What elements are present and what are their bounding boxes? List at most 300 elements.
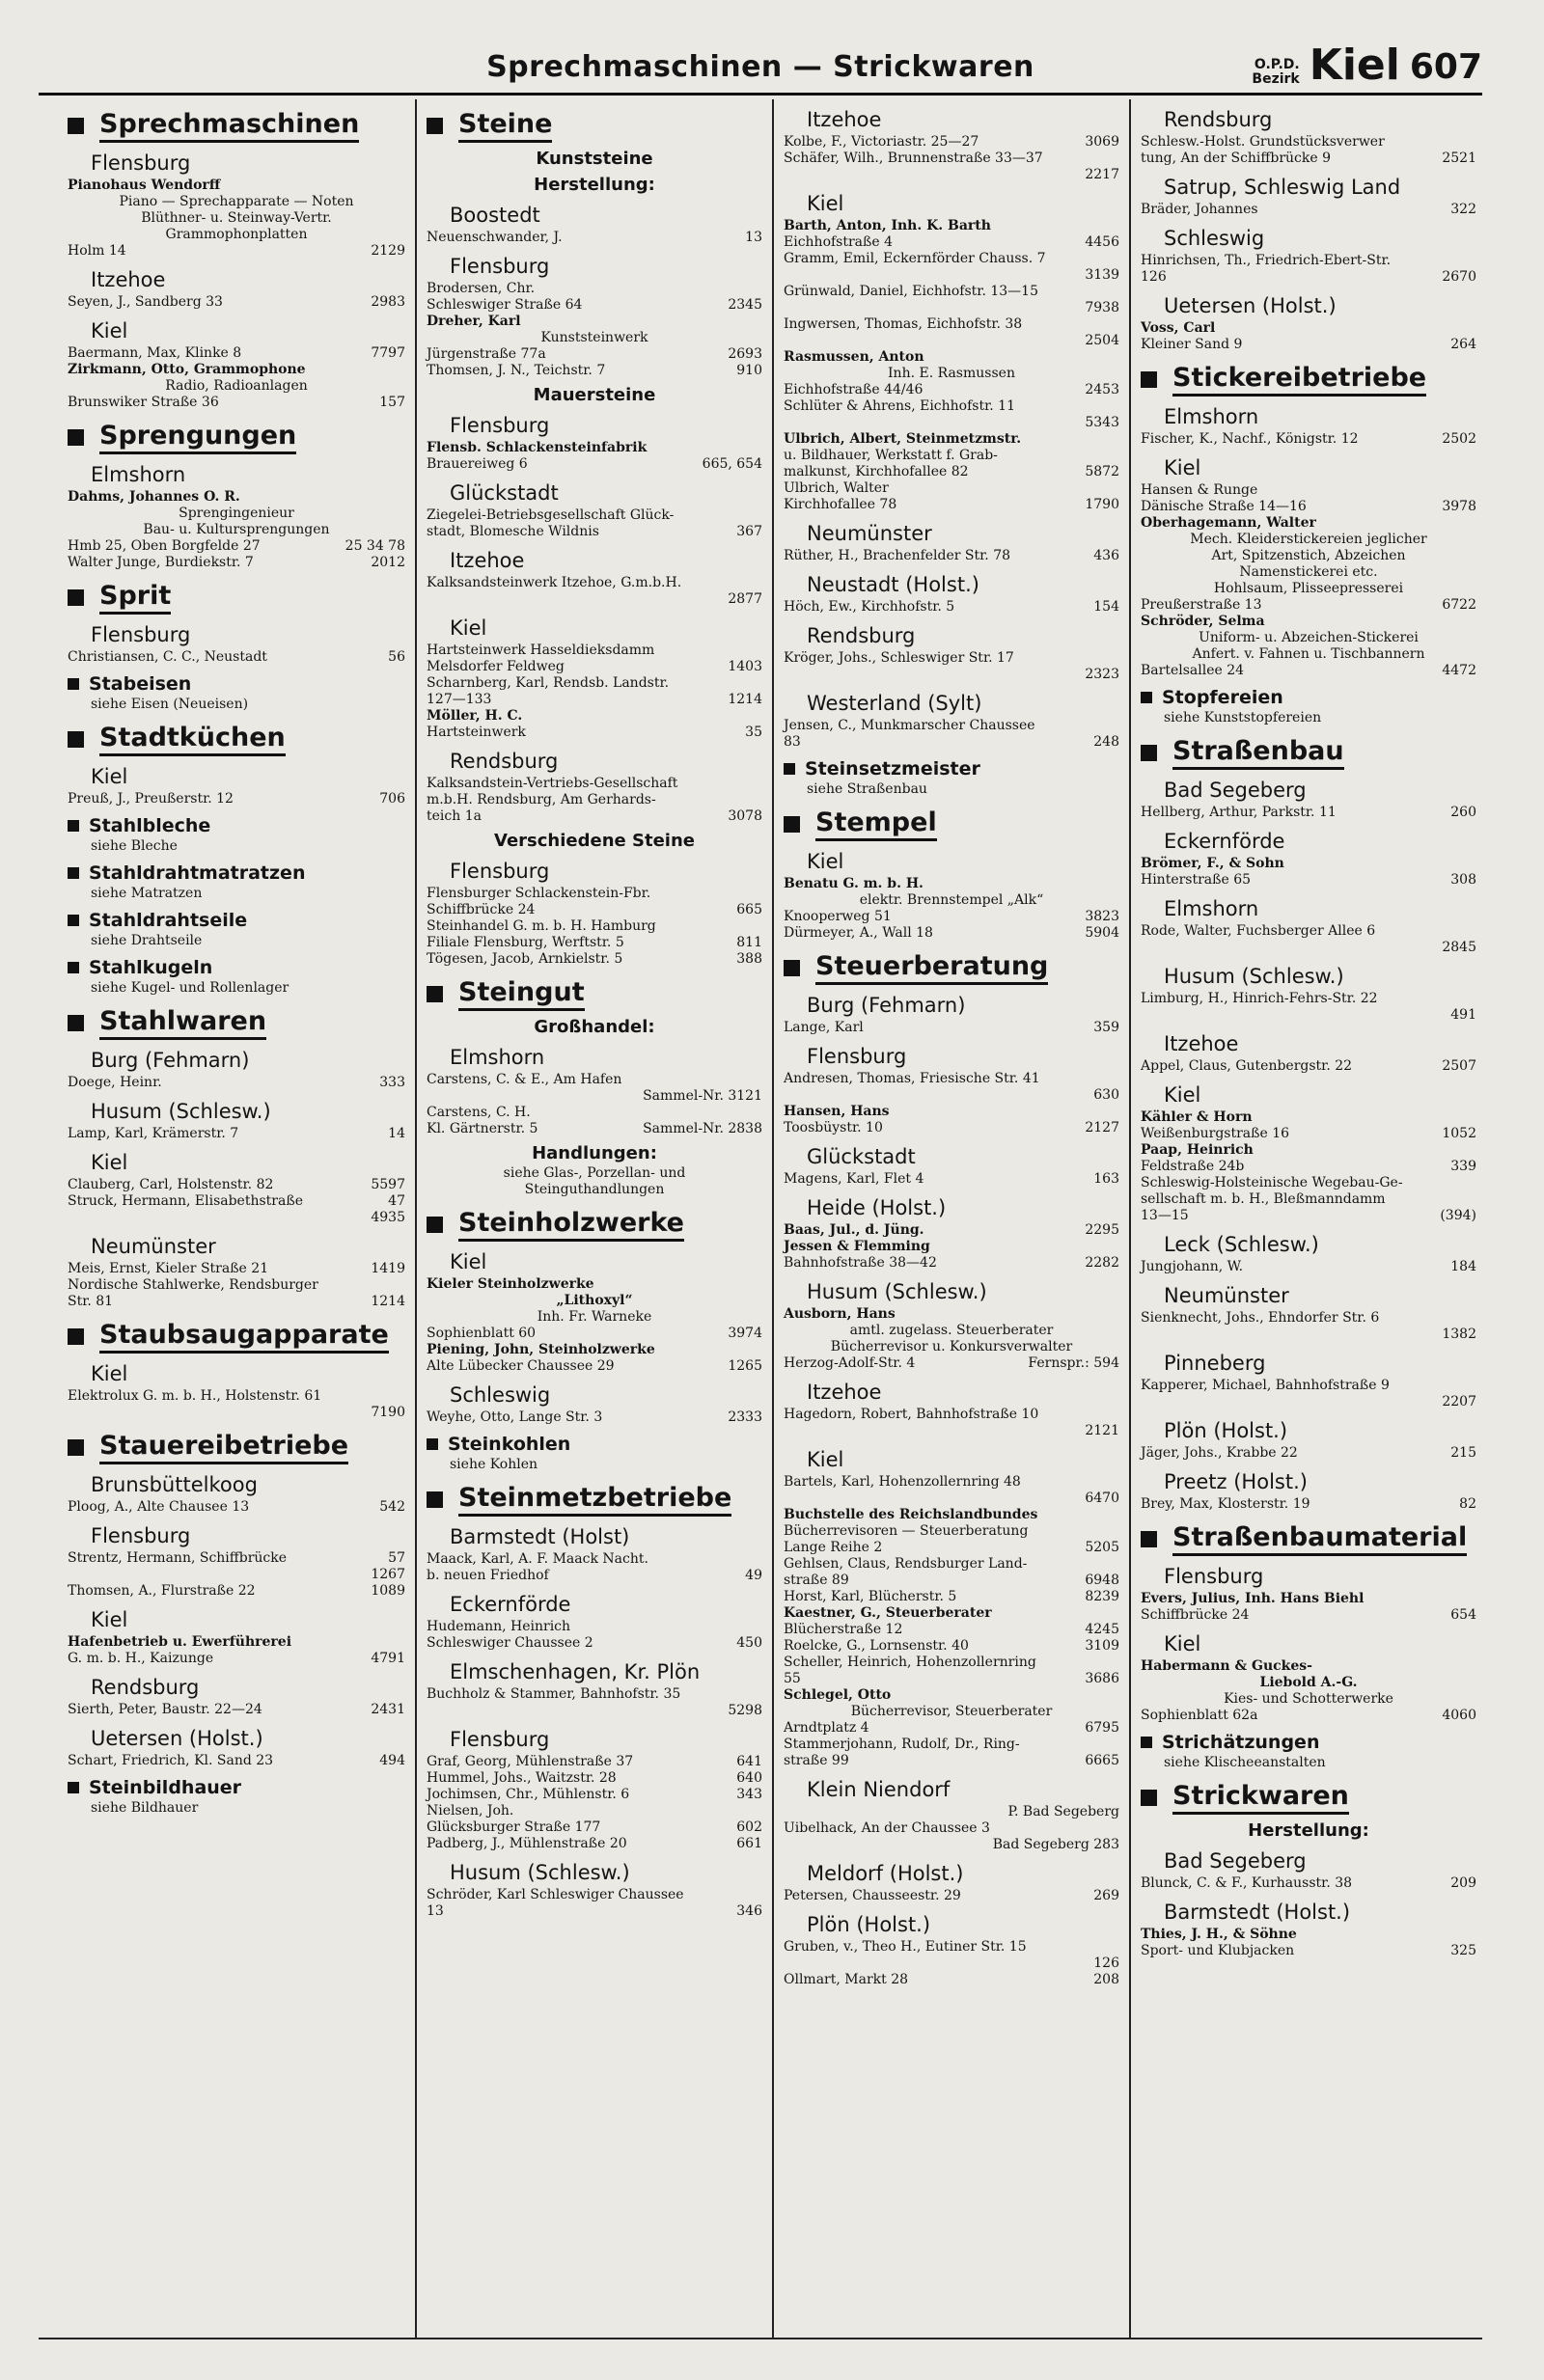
entry-detail: Uniform- u. Abzeichen-Stickerei bbox=[1199, 630, 1419, 645]
entry-text: Jürgenstraße 77a bbox=[427, 346, 546, 362]
subsection-heading bbox=[68, 862, 405, 884]
entry-text: Stammerjohann, Rudolf, Dr., Ring- bbox=[784, 1737, 1020, 1752]
listing-entry bbox=[68, 489, 405, 506]
listing-entry bbox=[784, 1589, 1119, 1605]
section-title: Straßenbaumaterial bbox=[1172, 1522, 1467, 1556]
entry-detail: Kies- und Schotterwerke bbox=[1224, 1691, 1393, 1707]
phone-number: 346 bbox=[736, 1903, 762, 1919]
phone-number: 2282 bbox=[1085, 1255, 1119, 1271]
entry-text: Schröder, Selma bbox=[1141, 614, 1265, 629]
entry-text: Struck, Hermann, Elisabethstraße bbox=[68, 1193, 303, 1209]
listing-entry bbox=[427, 792, 762, 808]
entry-text: Zirkmann, Otto, Grammophone bbox=[68, 362, 306, 377]
city-heading: Burg (Fehmarn) bbox=[807, 994, 966, 1017]
listing-entry bbox=[68, 1583, 405, 1600]
entry-detail: Steinguthandlungen bbox=[524, 1182, 665, 1197]
subsection-heading bbox=[68, 957, 405, 978]
listing-entry bbox=[1141, 320, 1476, 337]
phone-number: 333 bbox=[379, 1075, 405, 1090]
subsection-heading bbox=[1141, 687, 1476, 708]
section-bullet-icon bbox=[427, 118, 443, 134]
listing-entry bbox=[427, 230, 762, 246]
entry-text: Nordische Stahlwerke, Rendsburger bbox=[68, 1277, 318, 1293]
listing-entry bbox=[1141, 1927, 1476, 1943]
phone-number: 3069 bbox=[1085, 134, 1119, 150]
listing-entry bbox=[784, 1407, 1119, 1423]
listing-entry bbox=[784, 718, 1119, 734]
entry-text: Thies, J. H., & Söhne bbox=[1141, 1927, 1297, 1942]
phone-number: 13 bbox=[745, 230, 762, 245]
phone-number: 665, 654 bbox=[702, 456, 762, 472]
city-heading: Barmstedt (Holst) bbox=[450, 1525, 630, 1548]
phone-number: 910 bbox=[736, 363, 762, 378]
entry-detail: „Lithoxyl“ bbox=[556, 1293, 633, 1308]
entry-text: Hartsteinwerk bbox=[427, 725, 526, 740]
entry-text: Weyhe, Otto, Lange Str. 3 bbox=[427, 1409, 603, 1425]
subsection-title: Steinbildhauer bbox=[89, 1777, 242, 1798]
phone-number: 5343 bbox=[1085, 415, 1119, 430]
listing-entry bbox=[784, 1222, 1119, 1239]
city-heading: Leck (Schlesw.) bbox=[1164, 1233, 1319, 1256]
city-heading: Flensburg bbox=[450, 255, 550, 278]
phone-number: 2845 bbox=[1442, 940, 1476, 955]
listing-entry bbox=[427, 675, 762, 692]
entry-text: Ingwersen, Thomas, Eichhofstr. 38 bbox=[784, 316, 1023, 332]
entry-text: stadt, Blomesche Wildnis bbox=[427, 524, 599, 539]
listing-entry bbox=[784, 1120, 1119, 1136]
section-heading bbox=[68, 581, 405, 615]
entry-text: Hagedorn, Robert, Bahnhofstraße 10 bbox=[784, 1407, 1039, 1422]
city-heading: Plön (Holst.) bbox=[807, 1913, 931, 1936]
listing-entry bbox=[1141, 1658, 1476, 1675]
listing-entry bbox=[784, 251, 1119, 267]
listing-entry bbox=[1141, 923, 1476, 940]
entry-text: Jensen, C., Munkmarscher Chaussee bbox=[784, 718, 1035, 733]
listing-entry bbox=[784, 134, 1119, 150]
entry-detail: Liebold A.-G. bbox=[1259, 1675, 1358, 1690]
entry-text: Flensb. Schlackensteinfabrik bbox=[427, 440, 648, 455]
city-heading: Itzehoe bbox=[450, 549, 525, 572]
phone-number: 665 bbox=[736, 902, 762, 917]
listing-entry bbox=[68, 294, 405, 311]
entry-text: Graf, Georg, Mühlenstraße 37 bbox=[427, 1754, 634, 1769]
listing-entry bbox=[427, 524, 762, 540]
listing-entry bbox=[784, 1753, 1119, 1769]
phone-number: 2127 bbox=[1085, 1120, 1119, 1135]
entry-text: straße 89 bbox=[784, 1573, 849, 1588]
listing-entry bbox=[427, 1836, 762, 1852]
listing-entry bbox=[1141, 337, 1476, 353]
listing-entry bbox=[68, 1388, 405, 1405]
entry-text: sellschaft m. b. H., Bleßmanndamm bbox=[1141, 1191, 1386, 1207]
phone-number: 654 bbox=[1450, 1607, 1476, 1623]
listing-entry bbox=[1141, 856, 1476, 872]
phone-number: 3823 bbox=[1085, 909, 1119, 924]
phone-number: 2431 bbox=[371, 1702, 405, 1717]
section-title: Stickereibetriebe bbox=[1172, 363, 1426, 397]
entry-text: Steinhandel G. m. b. H. Hamburg bbox=[427, 918, 656, 934]
phone-number: 47 bbox=[388, 1193, 405, 1209]
district-label bbox=[1252, 58, 1299, 87]
entry-text: Hafenbetrieb u. Ewerführerei bbox=[68, 1634, 292, 1650]
entry-text: Preuß, J., Preußerstr. 12 bbox=[68, 791, 234, 807]
city-heading: Uetersen (Holst.) bbox=[91, 1727, 263, 1750]
listing-entry bbox=[1141, 150, 1476, 167]
city-heading: Rendsburg bbox=[91, 1676, 200, 1699]
phone-number: 126 bbox=[1093, 1956, 1119, 1971]
city-heading: Rendsburg bbox=[1164, 108, 1273, 131]
listing-entry bbox=[784, 1523, 1119, 1540]
phone-number: 3139 bbox=[1085, 267, 1119, 283]
listing-entry bbox=[427, 1635, 762, 1652]
phone-number: 2295 bbox=[1085, 1222, 1119, 1238]
entry-text: Tögesen, Jacob, Arnkielstr. 5 bbox=[427, 951, 623, 967]
phone-number: 4935 bbox=[371, 1210, 405, 1225]
entry-text: Kalksandstein-Vertriebs-Gesellschaft bbox=[427, 776, 678, 791]
listing-entry bbox=[784, 1255, 1119, 1272]
section-bullet-icon bbox=[1141, 1737, 1152, 1748]
phone-number: 494 bbox=[379, 1753, 405, 1768]
entry-text: Hansen & Runge bbox=[1141, 482, 1258, 498]
listing-entry bbox=[784, 599, 1119, 616]
listing-entry bbox=[784, 1720, 1119, 1737]
section-bullet-icon bbox=[1141, 692, 1152, 703]
phone-number: 602 bbox=[736, 1819, 762, 1835]
phone-number: 7938 bbox=[1085, 300, 1119, 315]
entry-text: 83 bbox=[784, 734, 801, 750]
city-heading: Elmshorn bbox=[1164, 405, 1259, 428]
listing-entry bbox=[784, 1939, 1119, 1956]
entry-text: Padberg, J., Mühlenstraße 20 bbox=[427, 1836, 627, 1851]
city-heading: Itzehoe bbox=[807, 1381, 882, 1404]
phone-number: 248 bbox=[1093, 734, 1119, 750]
entry-text: Herzog-Adolf-Str. 4 bbox=[784, 1355, 916, 1371]
entry-text: Lamp, Karl, Krämerstr. 7 bbox=[68, 1126, 239, 1141]
listing-entry bbox=[784, 925, 1119, 942]
phone-number: 209 bbox=[1450, 1875, 1476, 1891]
section-heading bbox=[1141, 1781, 1476, 1815]
city-heading: Schleswig bbox=[450, 1383, 551, 1407]
entry-text: Bräder, Johannes bbox=[1141, 202, 1258, 217]
header-rule bbox=[39, 93, 1482, 96]
section-bullet-icon bbox=[68, 915, 79, 926]
listing-entry bbox=[68, 791, 405, 807]
section-title: Sprengungen bbox=[99, 421, 296, 454]
cross-reference: siehe Eisen (Neueisen) bbox=[91, 697, 249, 712]
entry-text: Preußerstraße 13 bbox=[1141, 597, 1262, 613]
section-heading bbox=[784, 951, 1119, 985]
listing-entry bbox=[784, 218, 1119, 234]
listing-entry bbox=[427, 363, 762, 379]
subsection-heading bbox=[68, 910, 405, 931]
section-heading bbox=[427, 1483, 762, 1517]
entry-text: Feldstraße 24b bbox=[1141, 1159, 1245, 1174]
listing-entry bbox=[1141, 1943, 1476, 1959]
subsection-title: Stahldrahtmatratzen bbox=[89, 862, 306, 884]
listing-entry bbox=[427, 1088, 762, 1105]
listing-entry bbox=[427, 1568, 762, 1584]
entry-detail: Blüthner- u. Steinway-Vertr. bbox=[141, 210, 332, 226]
listing-entry bbox=[1141, 1445, 1476, 1462]
city-heading: Husum (Schlesw.) bbox=[1164, 965, 1344, 988]
listing-entry bbox=[68, 1177, 405, 1193]
section-heading bbox=[68, 109, 405, 143]
city-heading: Kiel bbox=[807, 192, 844, 215]
phone-number: 7190 bbox=[371, 1405, 405, 1420]
listing-entry bbox=[1141, 1875, 1476, 1892]
section-title: Straßenbau bbox=[1172, 736, 1344, 770]
listing-entry bbox=[68, 345, 405, 362]
phone-number: 3109 bbox=[1085, 1638, 1119, 1654]
city-heading: Flensburg bbox=[1164, 1565, 1264, 1588]
listing-entry bbox=[427, 346, 762, 363]
listing-entry bbox=[1141, 1058, 1476, 1075]
entry-text: Blücherstraße 12 bbox=[784, 1622, 903, 1637]
listing-entry bbox=[427, 1903, 762, 1920]
phone-number: 308 bbox=[1450, 872, 1476, 888]
listing-entry bbox=[427, 708, 762, 725]
listing-entry bbox=[68, 1193, 405, 1210]
entry-text: Blunck, C. & F., Kurhausstr. 38 bbox=[1141, 1875, 1353, 1891]
phone-number: 3686 bbox=[1085, 1671, 1119, 1686]
entry-text: Schäfer, Wilh., Brunnenstraße 33—37 bbox=[784, 150, 1043, 166]
phone-number: 1382 bbox=[1442, 1327, 1476, 1342]
entry-text: Thomsen, A., Flurstraße 22 bbox=[68, 1583, 256, 1599]
listing-entry bbox=[1141, 202, 1476, 218]
section-bullet-icon bbox=[68, 731, 84, 748]
listing-entry bbox=[784, 1737, 1119, 1753]
listing-entry bbox=[784, 650, 1119, 667]
section-heading bbox=[1141, 363, 1476, 397]
listing-entry bbox=[68, 1277, 405, 1294]
city-heading: Itzehoe bbox=[807, 108, 882, 131]
listing-entry bbox=[427, 1887, 762, 1903]
phone-number: 1267 bbox=[371, 1567, 405, 1582]
city-heading: Eckernförde bbox=[1164, 830, 1285, 853]
column-1 bbox=[58, 99, 415, 2338]
entry-text: Evers, Julius, Inh. Hans Biehl bbox=[1141, 1591, 1365, 1606]
section-bullet-icon bbox=[427, 986, 443, 1002]
listing-entry bbox=[1141, 1208, 1476, 1224]
phone-number: 2333 bbox=[728, 1409, 762, 1425]
entry-detail: Radio, Radioanlagen bbox=[165, 378, 308, 394]
entry-text: Schlesw.-Holst. Grundstücksverwer bbox=[1141, 134, 1385, 150]
listing-entry bbox=[784, 1306, 1119, 1323]
phone-number: 163 bbox=[1093, 1171, 1119, 1187]
entry-text: Kaestner, G., Steuerberater bbox=[784, 1605, 992, 1621]
entry-text: Sophienblatt 60 bbox=[427, 1326, 537, 1341]
listing-entry bbox=[1141, 663, 1476, 679]
city-heading: Westerland (Sylt) bbox=[807, 692, 982, 715]
listing-entry bbox=[784, 1622, 1119, 1638]
listing-entry bbox=[1141, 872, 1476, 889]
city-heading: Neumünster bbox=[807, 522, 932, 545]
listing-entry bbox=[427, 1072, 762, 1088]
entry-text: Kieler Steinholzwerke bbox=[427, 1276, 594, 1292]
section-bullet-icon bbox=[68, 820, 79, 832]
entry-text: Bartels, Karl, Hohenzollernring 48 bbox=[784, 1474, 1021, 1490]
listing-entry bbox=[427, 1105, 762, 1121]
entry-text: Jungjohann, W. bbox=[1141, 1259, 1244, 1274]
phone-number: 56 bbox=[388, 649, 405, 665]
listing-entry bbox=[784, 1573, 1119, 1589]
entry-text: Pianohaus Wendorff bbox=[68, 178, 221, 193]
phone-number: 3978 bbox=[1442, 499, 1476, 514]
entry-text: 13 bbox=[427, 1903, 444, 1919]
phone-number: 4060 bbox=[1442, 1708, 1476, 1723]
entry-text: 126 bbox=[1141, 269, 1167, 285]
listing-entry bbox=[784, 1020, 1119, 1036]
section-heading bbox=[1141, 736, 1476, 770]
listing-entry bbox=[1141, 431, 1476, 448]
phone-number: Bad Segeberg 283 bbox=[992, 1837, 1119, 1852]
entry-text: Kalksandsteinwerk Itzehoe, G.m.b.H. bbox=[427, 575, 682, 590]
entry-text: Höch, Ew., Kirchhofstr. 5 bbox=[784, 599, 955, 615]
phone-number: 154 bbox=[1093, 599, 1119, 615]
entry-detail: Piano — Sprechapparate — Noten bbox=[119, 194, 354, 209]
entry-text: 127—133 bbox=[427, 692, 492, 707]
city-heading: Kiel bbox=[1164, 1632, 1201, 1655]
page-number: 607 bbox=[1409, 47, 1482, 87]
entry-text: Gruben, v., Theo H., Eutiner Str. 15 bbox=[784, 1939, 1027, 1955]
section-title: Stahlwaren bbox=[99, 1006, 266, 1040]
phone-number: 450 bbox=[736, 1635, 762, 1651]
listing-entry bbox=[784, 548, 1119, 564]
section-bullet-icon bbox=[68, 678, 79, 690]
city-heading: Glückstadt bbox=[807, 1145, 916, 1168]
listing-entry bbox=[427, 1326, 762, 1342]
phone-number: 630 bbox=[1093, 1087, 1119, 1103]
subsection-heading bbox=[1141, 1732, 1476, 1753]
phone-number: 367 bbox=[736, 524, 762, 539]
entry-text: Baas, Jul., d. Jüng. bbox=[784, 1222, 924, 1238]
listing-entry bbox=[784, 1638, 1119, 1655]
phone-number: 269 bbox=[1093, 1888, 1119, 1903]
city-heading: Bad Segeberg bbox=[1164, 1849, 1307, 1873]
phone-number: 2345 bbox=[728, 297, 762, 313]
entry-text: Schlegel, Otto bbox=[784, 1687, 892, 1703]
city-heading: Flensburg bbox=[91, 1524, 191, 1547]
entry-text: Dreher, Karl bbox=[427, 314, 521, 329]
entry-detail: Bücherrevisor u. Konkursverwalter bbox=[830, 1339, 1073, 1354]
section-heading bbox=[68, 421, 405, 454]
entry-detail: Art, Spitzenstich, Abzeichen bbox=[1211, 548, 1406, 563]
entry-text: Glücksburger Straße 177 bbox=[427, 1819, 601, 1835]
section-bullet-icon bbox=[68, 118, 84, 134]
listing-entry bbox=[427, 918, 762, 935]
listing-entry bbox=[1141, 1708, 1476, 1724]
entry-text: Paap, Heinrich bbox=[1141, 1142, 1254, 1158]
city-heading: Satrup, Schleswig Land bbox=[1164, 176, 1401, 199]
listing-entry bbox=[68, 1294, 405, 1310]
listing-entry bbox=[68, 555, 405, 571]
listing-entry bbox=[427, 1686, 762, 1703]
listing-entry bbox=[784, 1239, 1119, 1255]
entry-text: Brömer, F., & Sohn bbox=[1141, 856, 1284, 871]
city-heading: Flensburg bbox=[450, 1728, 550, 1751]
entry-detail: Bücherrevisor, Steuerberater bbox=[850, 1704, 1053, 1719]
section-title: Stadtküchen bbox=[99, 723, 286, 756]
entry-text: Christiansen, C. C., Neustadt bbox=[68, 649, 267, 665]
subsection-heading bbox=[427, 1434, 762, 1455]
city-heading: Neumünster bbox=[1164, 1284, 1289, 1307]
listing-entry bbox=[1141, 269, 1476, 286]
phone-number: Sammel-Nr. 2838 bbox=[643, 1121, 762, 1136]
entry-text: Eichhofstraße 4 bbox=[784, 234, 894, 250]
entry-text: Brodersen, Chr. bbox=[427, 281, 536, 296]
subsection-title: Stopfereien bbox=[1162, 687, 1283, 708]
section-bullet-icon bbox=[68, 589, 84, 606]
listing-entry bbox=[784, 1474, 1119, 1491]
section-heading bbox=[68, 1431, 405, 1464]
listing-entry bbox=[427, 808, 762, 825]
entry-text: Seyen, J., Sandberg 33 bbox=[68, 294, 223, 310]
entry-text: Schleswig-Holsteinische Wegebau-Ge- bbox=[1141, 1175, 1403, 1190]
listing-entry bbox=[1141, 1378, 1476, 1394]
category-subheading: Mauersteine bbox=[533, 385, 656, 405]
listing-entry bbox=[427, 725, 762, 741]
subsection-title: Stabeisen bbox=[89, 673, 192, 695]
city-heading: Kiel bbox=[91, 319, 128, 342]
listing-entry bbox=[1141, 482, 1476, 499]
listing-entry bbox=[427, 1342, 762, 1358]
phone-number: 6948 bbox=[1085, 1573, 1119, 1588]
listing-entry bbox=[427, 1787, 762, 1803]
subsection-heading bbox=[68, 815, 405, 836]
listing-entry bbox=[784, 1556, 1119, 1573]
entry-text: Andresen, Thomas, Friesische Str. 41 bbox=[784, 1071, 1040, 1086]
directory-columns bbox=[58, 99, 1486, 2338]
phone-number: 2207 bbox=[1442, 1394, 1476, 1409]
entry-text: Ulbrich, Walter bbox=[784, 480, 889, 496]
listing-entry bbox=[784, 1605, 1119, 1622]
listing-entry bbox=[784, 480, 1119, 497]
entry-text: Meis, Ernst, Kieler Straße 21 bbox=[68, 1261, 269, 1276]
phone-number: 641 bbox=[736, 1754, 762, 1769]
entry-text: Lange Reihe 2 bbox=[784, 1540, 883, 1555]
entry-text: Knooperweg 51 bbox=[784, 909, 892, 924]
city-heading: Flensburg bbox=[807, 1045, 907, 1068]
phone-number: 25 34 78 bbox=[345, 538, 405, 554]
entry-detail: Inh. E. Rasmussen bbox=[888, 366, 1015, 381]
city-heading: Plön (Holst.) bbox=[1164, 1419, 1288, 1442]
phone-number: 5872 bbox=[1085, 464, 1119, 479]
city-heading: Kiel bbox=[91, 1151, 128, 1174]
entry-text: Brey, Max, Klosterstr. 19 bbox=[1141, 1496, 1310, 1512]
entry-text: Bartelsallee 24 bbox=[1141, 663, 1245, 678]
entry-text: b. neuen Friedhof bbox=[427, 1568, 549, 1583]
phone-number: 82 bbox=[1459, 1496, 1476, 1512]
entry-text: Eichhofstraße 44/46 bbox=[784, 382, 924, 397]
entry-text: Carstens, C. & E., Am Hafen bbox=[427, 1072, 622, 1087]
listing-entry bbox=[427, 692, 762, 708]
entry-text: Gramm, Emil, Eckernförder Chauss. 7 bbox=[784, 251, 1046, 266]
phone-number: 7797 bbox=[371, 345, 405, 361]
city-heading: Kiel bbox=[807, 850, 844, 873]
entry-detail: elektr. Brennstempel „Alk“ bbox=[859, 892, 1044, 908]
listing-entry bbox=[1141, 614, 1476, 630]
section-bullet-icon bbox=[427, 1217, 443, 1233]
entry-text: Bahnhofstraße 38—42 bbox=[784, 1255, 937, 1271]
entry-text: Lange, Karl bbox=[784, 1020, 864, 1035]
phone-number: 35 bbox=[745, 725, 762, 740]
cross-reference: siehe Bildhauer bbox=[91, 1800, 199, 1816]
entry-text: Ploog, A., Alte Chausee 13 bbox=[68, 1499, 250, 1515]
entry-text: Melsdorfer Feldweg bbox=[427, 659, 565, 674]
phone-number: 6665 bbox=[1085, 1753, 1119, 1768]
listing-entry bbox=[427, 507, 762, 524]
city-heading: Elmshorn bbox=[91, 463, 186, 486]
